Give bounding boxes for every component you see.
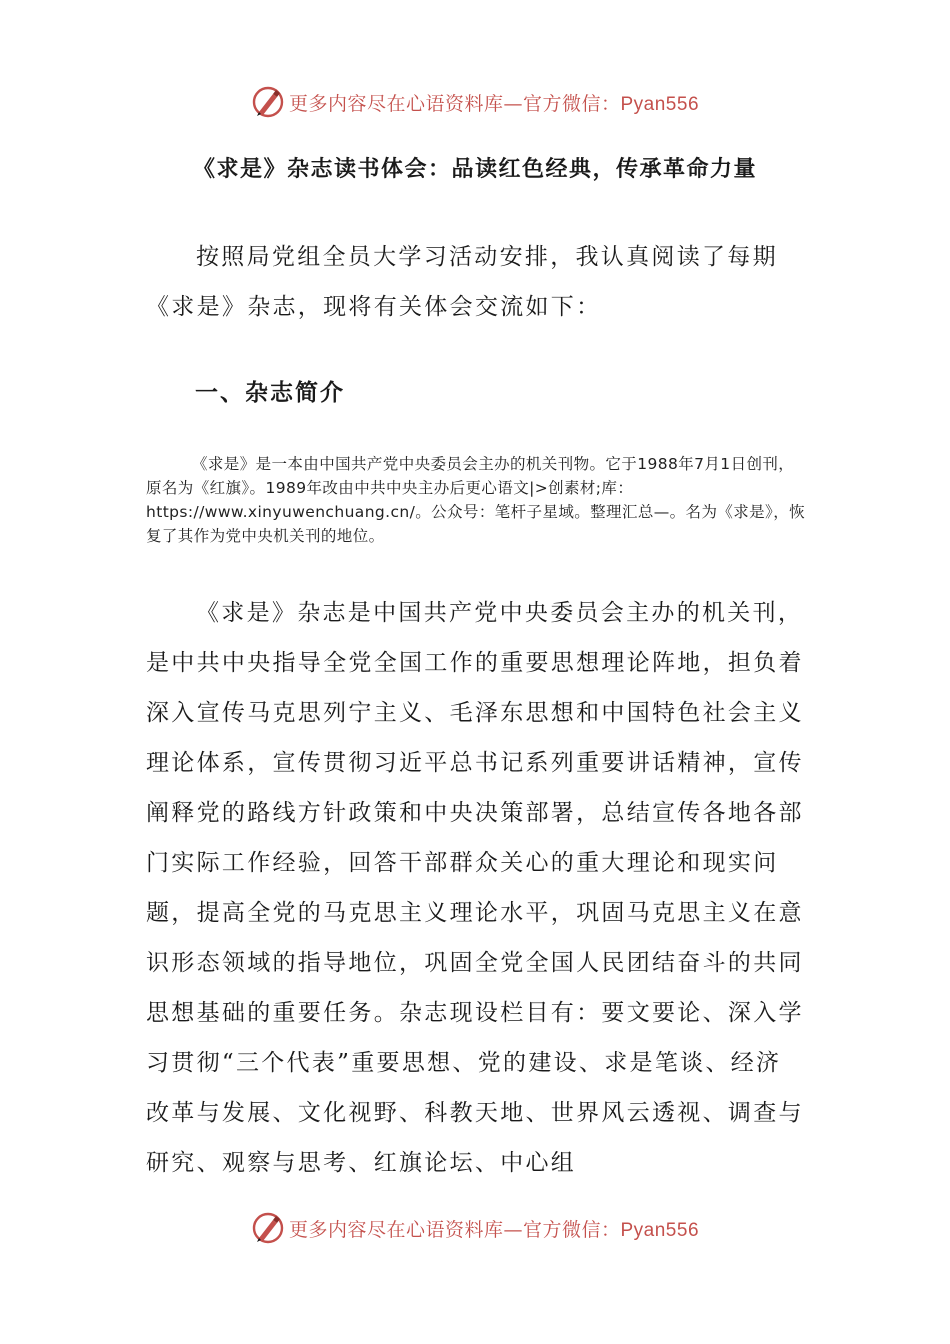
pen-logo-icon [251,1211,285,1245]
document-title: 《求是》杂志读书体会：品读红色经典，传承革命力量 [192,157,757,182]
body-paragraph: 《求是》杂志是中国共产党中央委员会主办的机关刊，是中共中央指导全党全国工作的重要思想理论阵地，担负着深入宣传马克思列宁主义、毛泽东思想和中国特色社会主义理论体系，宣传贯彻习近平总书记系列重要讲话精神，宣传阐释党的路线方针政策和中央决策部署，总结宣传各地各部门实际工作经验，回答干部群众关心的重大理论和现实问题，提高全党的马克思主义理论水平，巩固马克思主义在意识形态领域的指导地位，巩固全党全国人民团结奋斗的共同思想基础的重要任务。杂志现设栏目有：要文要论、深入学习贯彻“三个代表”重要思想、党的建设、求是笔谈、经济改革与发展、文化视野、科教天地、世界风云透视、调查与研究、观察与思考、红旗论坛、中心组 [146,600,804,1176]
small-paragraph: 《求是》是一本由中国共产党中央委员会主办的机关刊物。它于1988年7月1日创刊，原名为《红旗》。1989年改由中共中央主办后更心语文|>创素材;库：https://www.xinyuwenchuang.cn/。公众号：笔杆子星域。整理汇总—。名为《求是》，恢复了其作为党中央机关刊的地位。 [146,455,806,545]
banner-text: 更多内容尽在心语资料库—官方微信：Pyan556 [288,1218,700,1241]
pen-logo-icon [251,85,285,119]
footer-watermark-banner [0,1208,950,1248]
section-heading-1: 一、杂志简介 [195,380,345,406]
wechat-id: Pyan556 [620,1219,700,1241]
banner-text: 更多内容尽在心语资料库—官方微信：Pyan556 [288,92,700,115]
wechat-id: Pyan556 [620,93,700,115]
header-watermark-banner [0,82,950,122]
intro-paragraph: 按照局党组全员大学习活动安排，我认真阅读了每期《求是》杂志，现将有关体会交流如下： [146,244,778,320]
